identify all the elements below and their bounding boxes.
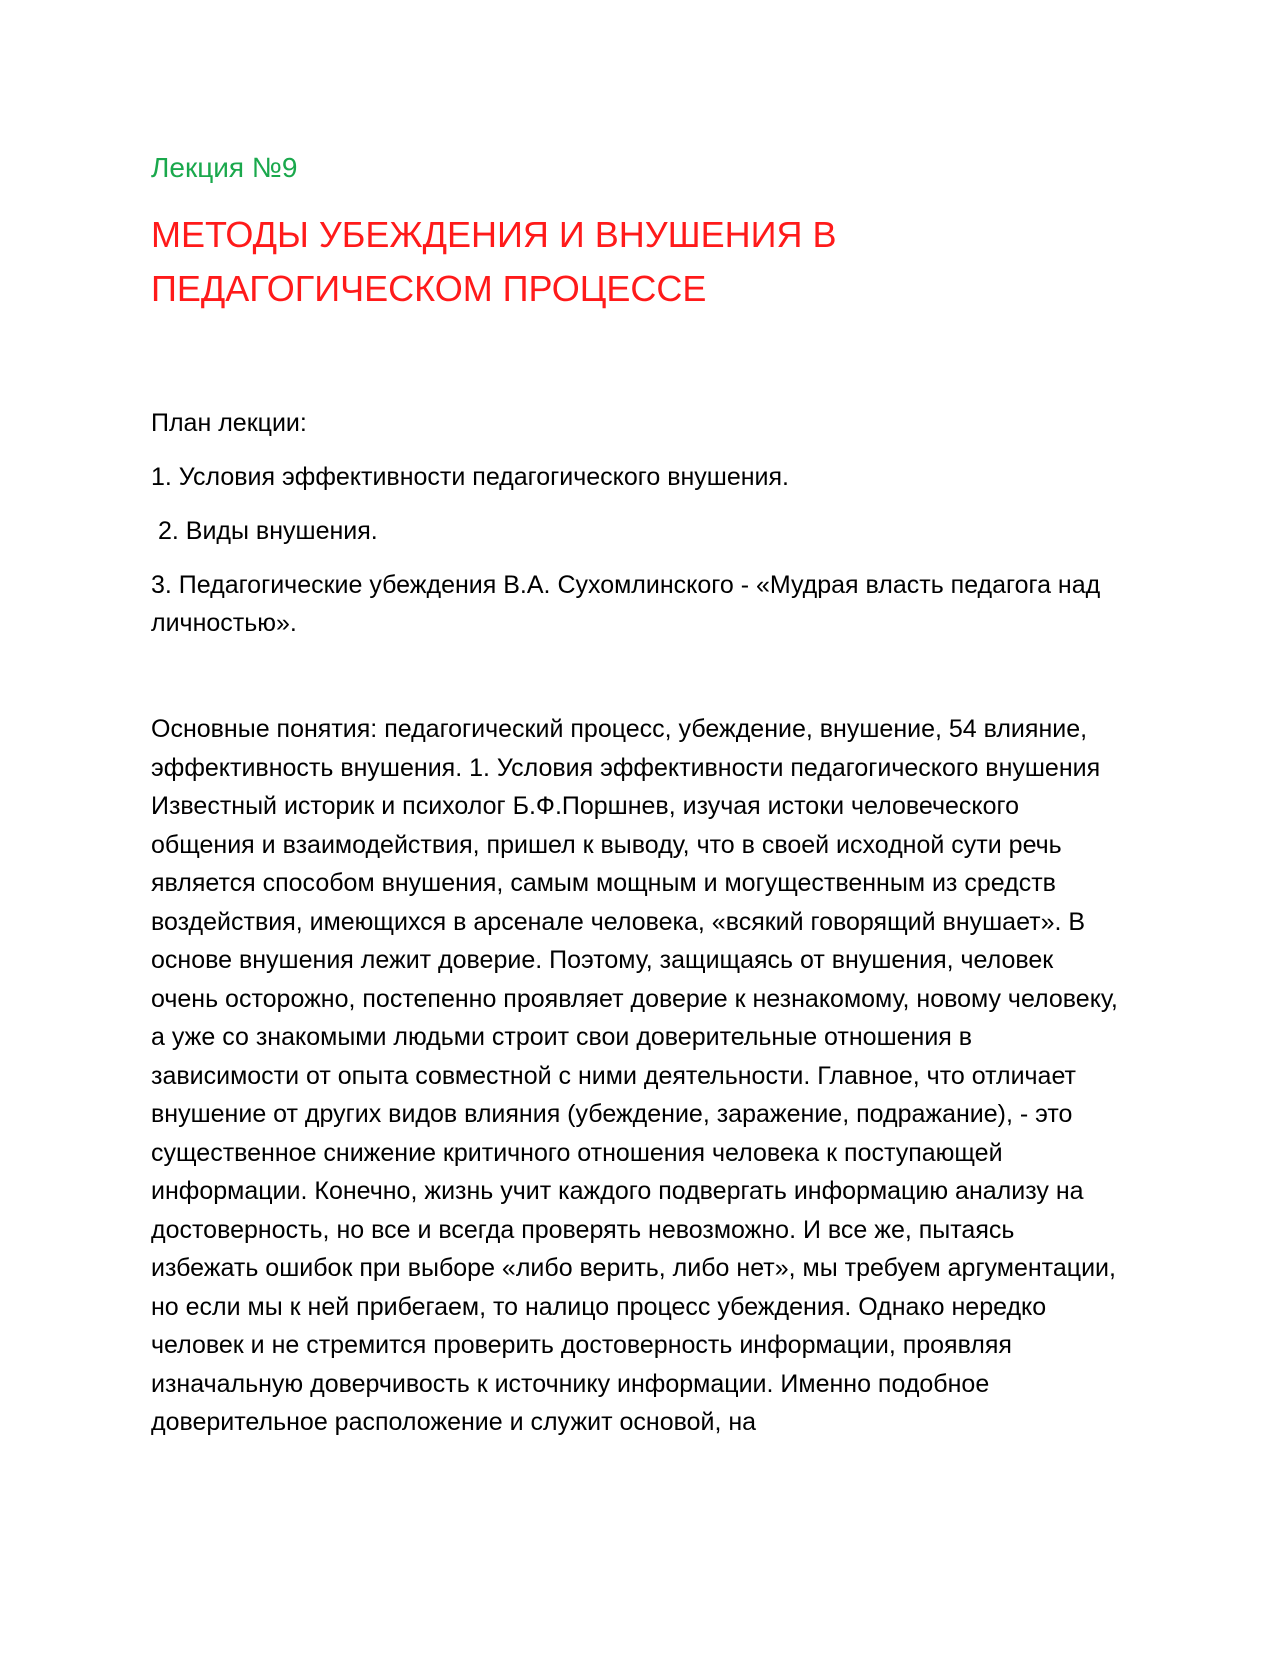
document-content bbox=[151, 150, 1126, 1442]
lecture-plan bbox=[151, 404, 1126, 642]
plan-item-3: 3. Педагогические убеждения В.А. Сухомлинского - «Мудрая власть педагога над личностью». bbox=[151, 571, 1101, 637]
plan-item-2: 2. Виды внушения. bbox=[158, 517, 378, 545]
plan-heading: План лекции: bbox=[151, 409, 307, 437]
lecture-number: Лекция №9 bbox=[151, 152, 298, 183]
lecture-title-line-2: ПЕДАГОГИЧЕСКОМ ПРОЦЕССЕ bbox=[151, 268, 707, 309]
lecture-title-line-1: МЕТОДЫ УБЕЖДЕНИЯ И ВНУШЕНИЯ В bbox=[151, 214, 837, 255]
body-paragraph: Основные понятия: педагогический процесс, убеждение, внушение, 54 влияние, эффективность внушения. 1. Условия эффективности педагогического внушения Известный историк и психолог Б.Ф.Поршнев, изучая истоки человеческого общения и взаимодействия, пришел к выводу, что в своей исходной сути речь является способом внушения, самым мощным и могущественным из средств воздействия, имеющихся в арсенале человека, «всякий говорящий внушает». В основе внушения лежит доверие. Поэтому, защищаясь от внушения, человек очень осторожно, постепенно проявляет доверие к незнакомому, новому человеку, а уже со знакомыми людьми строит свои доверительные отношения в зависимости от опыта совместной с ними деятельности. Главное, что отличает внушение от других видов влияния (убеждение, заражение, подражание), - это существенное снижение критичного отношения человека к поступающей информации. Конечно, жизнь учит каждого подвергать информацию анализу на достоверность, но все и всегда проверять невозможно. И все же, пытаясь избежать ошибок при выборе «либо верить, либо нет», мы требуем аргументации, но если мы к ней прибегаем, то налицо процесс убеждения. Однако нередко человек и не стремится проверить достоверность информации, проявляя изначальную доверчивость к источнику информации. Именно подобное доверительное расположение и служит основой, на bbox=[151, 715, 1118, 1436]
lecture-title bbox=[151, 208, 1126, 316]
plan-item-1: 1. Условия эффективности педагогического внушения. bbox=[151, 463, 790, 491]
